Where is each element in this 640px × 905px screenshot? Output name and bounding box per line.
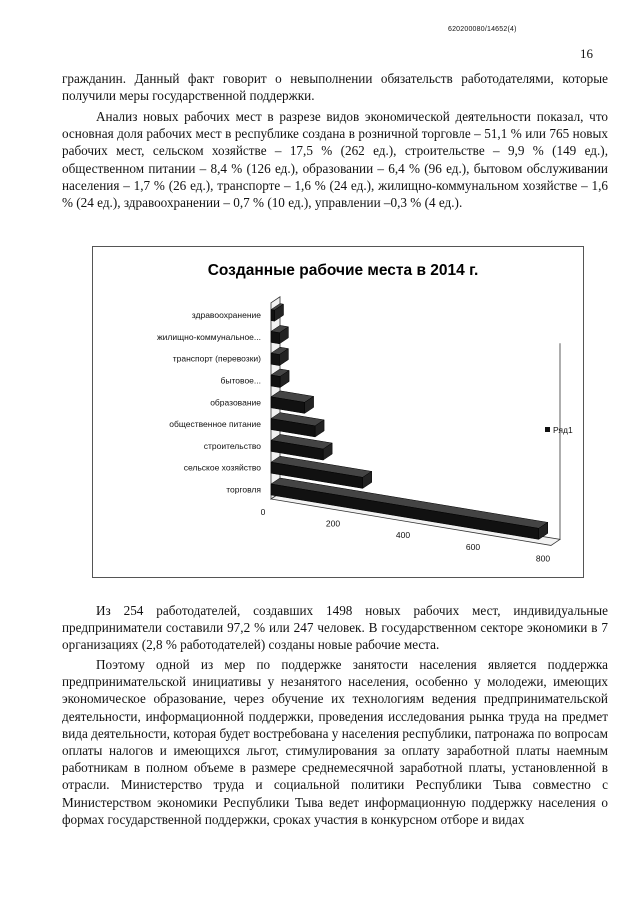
bar <box>271 310 275 322</box>
tick-label: 0 <box>260 507 266 517</box>
legend-swatch <box>545 427 550 432</box>
tick-label: 600 <box>465 541 481 552</box>
bar <box>271 375 280 388</box>
chart-container <box>92 246 584 578</box>
category-label: бытовое... <box>220 375 261 386</box>
page-number: 16 <box>580 46 593 61</box>
category-label: транспорт (перевозки) <box>172 353 261 364</box>
bar <box>271 353 279 365</box>
category-label: торговля <box>226 484 261 495</box>
tick-label: 800 <box>535 553 551 564</box>
category-label: сельское хозяйство <box>183 462 261 473</box>
category-label: жилищно-коммунальное... <box>156 331 261 342</box>
paragraph-2: Анализ новых рабочих мест в разрезе видов экономической деятельности показал, что основная доля рабочих мест в республике создана в розничной торговле – 51,1 % или 765 новых рабочих мест, сельском хозяйстве – 17,5 % (262 ед.), строительстве – 9,9 % (149 ед.), общественном питании – 8,4 % (126 ед.), образовании – 6,4 % (96 ед.), бытовом обслуживании населения – 1,7 % (26 ед.), транспорте – 1,6 % (24 ед.), жилищно-коммунальном хозяйстве – 1,6 % (24 ед.), здравоохранении – 0,7 % (10 ед.), управлении –0,3 % (4 ед.). <box>62 109 608 211</box>
paragraph-1: гражданин. Данный факт говорит о невыполнении обязательств работодателями, которые получили меры государственной поддержки. <box>62 71 608 104</box>
tick-label: 400 <box>395 530 411 541</box>
legend-label: Ряд1 <box>553 425 573 435</box>
bar-chart <box>93 247 583 577</box>
chart-title: Созданные рабочие места в 2014 г. <box>207 262 479 279</box>
paragraph-4: Поэтому одной из мер по поддержке занятости населения является поддержка предпринимательской инициативы у незанятого населения, особенно у молодежи, имеющих экономическое образование, через обучение их технологиям ведения предпринимательской деятельности, информационной поддержки, проведения исследования рынка труда на предмет вида деятельности, которая будет востребована у населения республики, патронажа по вопросам оплаты налогов и имеющихся льгот, стимулирования за оплату заработной платы наемным работникам в полном объеме в размере среднемесячной заработной платы, установленной в отрасли. Министерство труда и социальной политики Республики Тыва совместно с Министерством экономики Республики Тыва ведет информационную поддержку населения о формах государственной поддержки, сроках участия в конкурсном отборе и видах <box>62 657 608 827</box>
tick-label: 200 <box>325 518 341 529</box>
category-label: образование <box>210 397 261 408</box>
category-label: общественное питание <box>169 419 261 430</box>
paragraph-3: Из 254 работодателей, создавших 1498 новых рабочих мест, индивидуальные предприниматели составили 97,2 % или 247 человек. В государственном секторе экономики в 7 организациях (2,8 % работодателей) созданы новые рабочие места. <box>62 603 608 653</box>
category-label: строительство <box>203 440 261 451</box>
document-code: 620200080/14652(4) <box>448 26 517 33</box>
category-label: здравоохранение <box>191 310 261 321</box>
bar <box>271 331 279 343</box>
